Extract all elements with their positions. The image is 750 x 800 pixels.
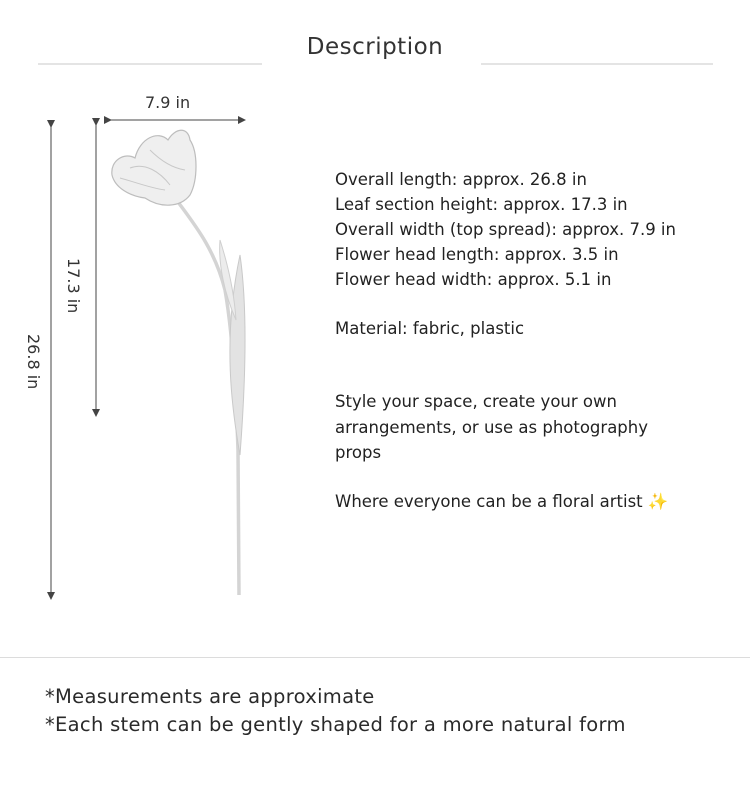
spec-line: Overall length: approx. 26.8 in bbox=[335, 170, 587, 189]
header-divider-left bbox=[38, 63, 262, 65]
leaf-dimension-label: 17.3 in bbox=[64, 258, 83, 314]
artist-tagline bbox=[335, 492, 668, 512]
material-text: Material: fabric, plastic bbox=[335, 319, 525, 338]
spec-list bbox=[335, 167, 735, 292]
leaf bbox=[230, 255, 245, 455]
style-description: Style your space, create your own arrangements, or use as photography props bbox=[335, 392, 649, 462]
width-dimension-label: 7.9 in bbox=[145, 93, 191, 112]
footer-divider bbox=[0, 657, 750, 658]
total-dimension-label: 26.8 in bbox=[24, 334, 43, 390]
header-divider-right bbox=[481, 63, 713, 65]
page-title: Description bbox=[306, 34, 444, 60]
flower-illustration bbox=[0, 90, 300, 610]
notes bbox=[45, 683, 745, 739]
note-line: *Each stem can be gently shaped for a more natural form bbox=[45, 713, 626, 736]
stem bbox=[178, 202, 239, 595]
note-line: *Measurements are approximate bbox=[45, 685, 375, 708]
spec-line: Overall width (top spread): approx. 7.9 in bbox=[335, 220, 676, 239]
spec-line: Flower head length: approx. 3.5 in bbox=[335, 245, 619, 264]
spec-line: Flower head width: approx. 5.1 in bbox=[335, 270, 612, 289]
flower-head bbox=[112, 130, 196, 205]
sparkle-icon: ✨ bbox=[647, 492, 669, 511]
flower-diagram bbox=[0, 90, 300, 610]
spec-line: Leaf section height: approx. 17.3 in bbox=[335, 195, 628, 214]
artist-tagline-text: Where everyone can be a floral artist bbox=[335, 492, 643, 511]
